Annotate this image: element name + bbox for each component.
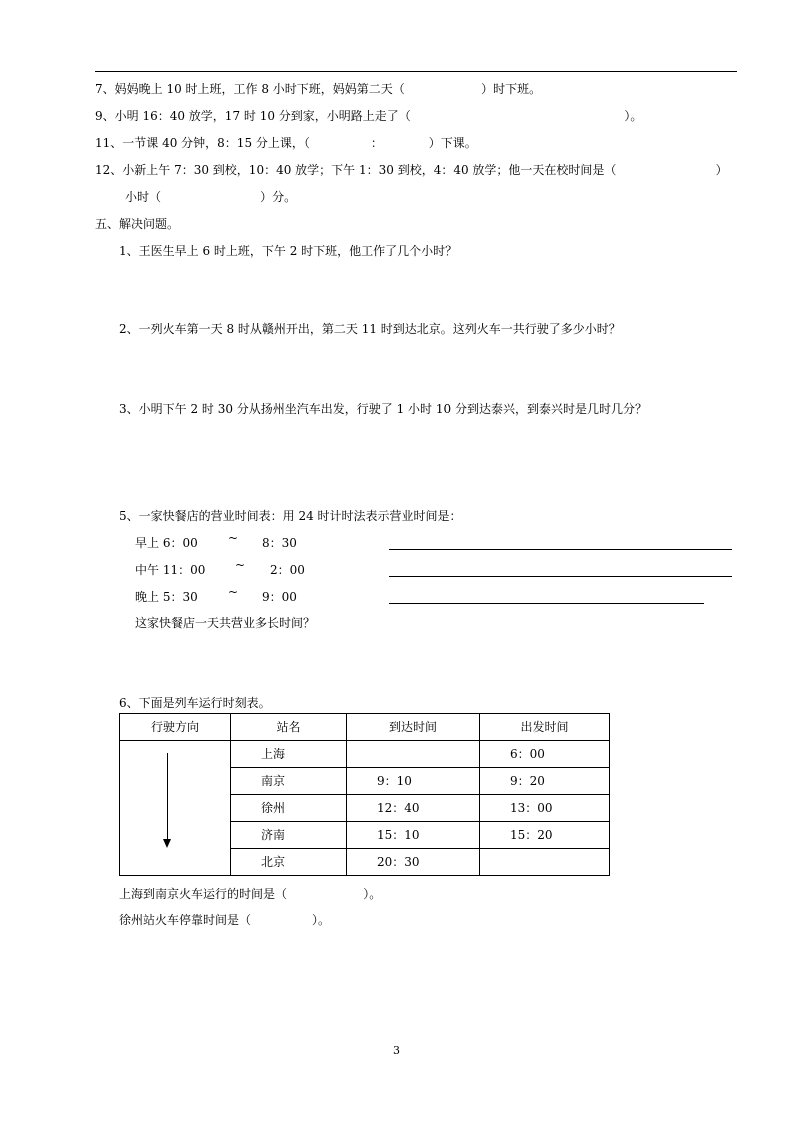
answer-line-3[interactable]: [389, 603, 704, 604]
timetable-header-row: [120, 714, 610, 741]
hours-row-3-tilde: ~: [228, 585, 239, 599]
train-timetable: [119, 713, 610, 876]
header-departure: 出发时间: [480, 714, 610, 741]
problem-6-title: 6、下面是列车运行时刻表。: [119, 696, 271, 710]
hours-row-1-label: 早上 6：00: [135, 536, 198, 550]
hours-row-2-tilde: ~: [235, 558, 246, 572]
problem-2: 2、一列火车第一天 8 时从赣州开出，第二天 11 时到达北京。这列火车一共行驶了多少小时？: [119, 322, 621, 336]
question-11: 11、一节课 40 分钟，8：15 分上课，（ ： ）下课。: [95, 136, 477, 150]
header-station: 站名: [231, 714, 347, 741]
problem-6-question-2: 徐州站火车停靠时间是（ ）。: [119, 913, 331, 927]
problem-5-title: 5、一家快餐店的营业时间表：用 24 时计时法表示营业时间是：: [119, 509, 462, 523]
header-direction: 行驶方向: [120, 714, 231, 741]
question-12-line2: 小时（ ）分。: [125, 190, 297, 204]
problem-1: 1、王医生早上 6 时上班，下午 2 时下班，他工作了几个小时？: [119, 244, 458, 258]
departure-time: 13：00: [480, 795, 610, 822]
problem-3: 3、小明下午 2 时 30 分从扬州坐汽车出发，行驶了 1 小时 10 分到达泰兴，到泰兴时是几时几分？: [119, 402, 647, 416]
arrival-time: 15：10: [347, 822, 480, 849]
table-row: [120, 741, 610, 768]
arrival-time: 20：30: [347, 849, 480, 876]
station-name: 南京: [231, 768, 347, 795]
answer-line-2[interactable]: [389, 576, 732, 577]
station-name: 北京: [231, 849, 347, 876]
hours-row-2-label: 中午 11：00: [135, 563, 206, 577]
answer-line-1[interactable]: [389, 549, 732, 550]
hours-row-3-end: 9：00: [262, 590, 297, 604]
section-5-title: 五、解决问题。: [95, 217, 180, 231]
arrival-time: 12：40: [347, 795, 480, 822]
departure-time: [480, 849, 610, 876]
page-number: 3: [393, 1044, 400, 1057]
station-name: 济南: [231, 822, 347, 849]
departure-time: 15：20: [480, 822, 610, 849]
header-arrival: 到达时间: [347, 714, 480, 741]
departure-time: 9：20: [480, 768, 610, 795]
problem-5-question: 这家快餐店一天共营业多长时间？: [135, 616, 316, 630]
question-9: 9、小明 16：40 放学，17 时 10 分到家，小明路上走了（ ）。: [95, 109, 643, 123]
direction-cell: [120, 741, 231, 876]
station-name: 上海: [231, 741, 347, 768]
departure-time: 6：00: [480, 741, 610, 768]
hours-row-3-label: 晚上 5：30: [135, 590, 198, 604]
arrival-time: 9：10: [347, 768, 480, 795]
hours-row-2-end: 2：00: [270, 563, 305, 577]
hours-row-1-tilde: ~: [228, 531, 239, 545]
arrival-time: [347, 741, 480, 768]
station-name: 徐州: [231, 795, 347, 822]
hours-row-1-end: 8：30: [262, 536, 297, 550]
question-7: 7、妈妈晚上 10 时上班，工作 8 小时下班，妈妈第二天（ ）时下班。: [95, 82, 542, 96]
arrow-head-icon: [163, 839, 171, 848]
problem-6-question-1: 上海到南京火车运行的时间是（ ）。: [119, 887, 382, 901]
down-arrow-icon: [167, 753, 168, 841]
top-rule: [95, 71, 737, 72]
question-12-line1: 12、小新上午 7：30 到校，10：40 放学；下午 1：30 到校，4：40 放学；他一天在校时间是（ ）: [95, 163, 728, 177]
